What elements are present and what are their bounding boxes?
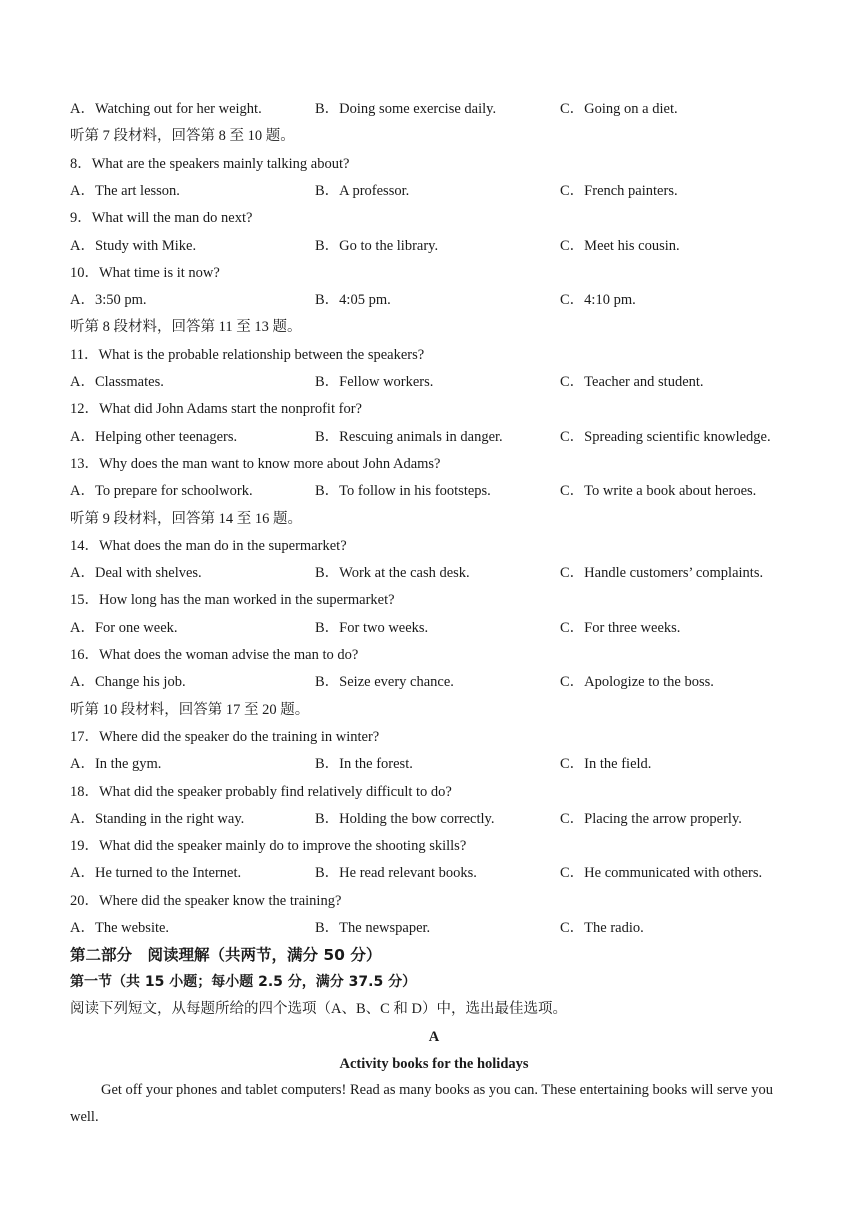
reading-instruction: 阅读下列短文，从每题所给的四个选项（A、B、C 和 D）中，选出最佳选项。 <box>70 1001 568 1017</box>
answer-options <box>70 618 810 638</box>
option-c: C．For three weeks. <box>560 620 681 636</box>
answer-options <box>70 809 810 829</box>
answer-options <box>70 754 810 774</box>
option-c: C．Apologize to the boss. <box>560 674 714 690</box>
question-stem: 10．What time is it now? <box>70 265 220 281</box>
question-stem: 20．Where did the speaker know the training? <box>70 893 342 909</box>
audio-instruction: 听第 10 段材料，回答第 17 至 20 题。 <box>70 702 310 718</box>
answer-options <box>70 918 810 938</box>
option-c: C．Handle customers’ complaints. <box>560 565 764 581</box>
option-c: C．4:10 pm. <box>560 292 636 308</box>
option-a: A．3:50 pm. <box>70 292 147 308</box>
audio-instruction: 听第 9 段材料，回答第 14 至 16 题。 <box>70 511 302 527</box>
option-a: A．Standing in the right way. <box>70 811 245 827</box>
option-c: C．French painters. <box>560 183 678 199</box>
option-a: A．Change his job. <box>70 674 186 690</box>
question-stem: 15．How long has the man worked in the supermarket? <box>70 592 395 608</box>
option-b: B．For two weeks. <box>315 620 429 636</box>
answer-options <box>70 481 810 501</box>
answer-options <box>70 290 810 310</box>
answer-options <box>70 372 810 392</box>
passage-title: Activity books for the holidays <box>339 1056 529 1072</box>
answer-options <box>70 181 810 201</box>
option-c: C．The radio. <box>560 920 644 936</box>
option-b: B．He read relevant books. <box>315 865 477 881</box>
option-a: A．To prepare for schoolwork. <box>70 483 253 499</box>
option-b: B．A professor. <box>315 183 410 199</box>
answer-options <box>70 99 810 119</box>
answer-options <box>70 672 810 692</box>
option-a: A．Watching out for her weight. <box>70 101 262 117</box>
question-stem: 19．What did the speaker mainly do to improve the shooting skills? <box>70 838 467 854</box>
answer-options <box>70 427 810 447</box>
option-b: B．To follow in his footsteps. <box>315 483 491 499</box>
question-stem: 14．What does the man do in the supermarket? <box>70 538 347 554</box>
answer-options <box>70 236 810 256</box>
option-b: B．Work at the cash desk. <box>315 565 470 581</box>
option-c: C．Meet his cousin. <box>560 238 680 254</box>
option-b: B．The newspaper. <box>315 920 431 936</box>
option-a: A．Classmates. <box>70 374 164 390</box>
question-stem: 12．What did John Adams start the nonprofit for? <box>70 401 362 417</box>
option-c: C．He communicated with others. <box>560 865 763 881</box>
option-c: C．To write a book about heroes. <box>560 483 757 499</box>
option-a: A．He turned to the Internet. <box>70 865 242 881</box>
option-b: B．Go to the library. <box>315 238 439 254</box>
option-b: B．Rescuing animals in danger. <box>315 429 503 445</box>
option-a: A．Helping other teenagers. <box>70 429 238 445</box>
option-a: A．The art lesson. <box>70 183 180 199</box>
answer-options <box>70 863 810 883</box>
audio-instruction: 听第 8 段材料，回答第 11 至 13 题。 <box>70 319 302 335</box>
option-a: A．For one week. <box>70 620 178 636</box>
option-b: B．In the forest. <box>315 756 413 772</box>
answer-options <box>70 563 810 583</box>
option-b: B．Doing some exercise daily. <box>315 101 497 117</box>
option-c: C．Going on a diet. <box>560 101 678 117</box>
part-two-heading: 第二部分 阅读理解（共两节，满分 50 分） <box>70 946 382 964</box>
option-a: A．Deal with shelves. <box>70 565 202 581</box>
option-c: C．Teacher and student. <box>560 374 704 390</box>
question-stem: 9．What will the man do next? <box>70 210 253 226</box>
question-stem: 13．Why does the man want to know more about John Adams? <box>70 456 441 472</box>
question-stem: 11．What is the probable relationship between the speakers? <box>70 347 425 363</box>
option-b: B．Holding the bow correctly. <box>315 811 495 827</box>
option-c: C．In the field. <box>560 756 652 772</box>
option-c: C．Spreading scientific knowledge. <box>560 429 771 445</box>
audio-instruction: 听第 7 段材料，回答第 8 至 10 题。 <box>70 128 295 144</box>
question-stem: 16．What does the woman advise the man to do? <box>70 647 359 663</box>
passage-letter: A <box>428 1029 440 1045</box>
question-stem: 8．What are the speakers mainly talking about? <box>70 156 350 172</box>
option-a: A．In the gym. <box>70 756 162 772</box>
option-a: A．The website. <box>70 920 170 936</box>
option-b: B．4:05 pm. <box>315 292 391 308</box>
question-stem: 18．What did the speaker probably find relatively difficult to do? <box>70 784 452 800</box>
section-one-heading: 第一节（共 15 小题；每小题 2.5 分，满分 37.5 分） <box>70 974 417 990</box>
question-stem: 17．Where did the speaker do the training in winter? <box>70 729 380 745</box>
option-b: B．Seize every chance. <box>315 674 454 690</box>
option-c: C．Placing the arrow properly. <box>560 811 742 827</box>
option-b: B．Fellow workers. <box>315 374 434 390</box>
passage-paragraph: Get off your phones and tablet computers! Read as many books as you can. These entertaining books will serve you well. <box>70 1082 773 1125</box>
option-a: A．Study with Mike. <box>70 238 197 254</box>
